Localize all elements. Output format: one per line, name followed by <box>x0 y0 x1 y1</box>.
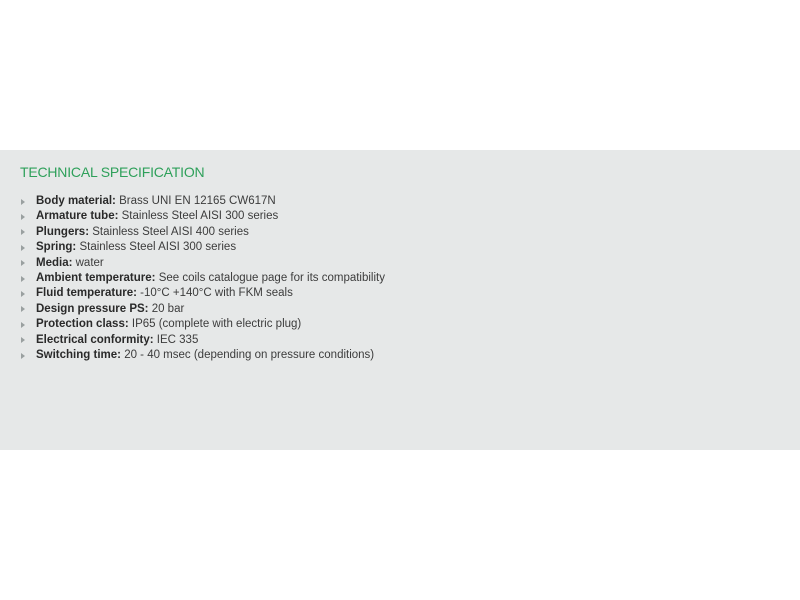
spec-label: Fluid temperature: <box>36 287 137 300</box>
specification-list <box>21 194 385 363</box>
spec-item-electrical-conformity <box>21 333 385 348</box>
spec-value: 20 bar <box>151 302 185 315</box>
spec-item-switching-time <box>21 348 385 363</box>
spec-value: Stainless Steel AISI 400 series <box>92 225 249 238</box>
spec-value: IP65 (complete with electric plug) <box>131 318 302 331</box>
spec-value: water <box>75 256 104 269</box>
spec-item-protection-class <box>21 317 385 332</box>
spec-label: Design pressure PS: <box>36 302 149 315</box>
triangle-bullet-icon <box>21 306 25 312</box>
spec-label: Ambient temperature: <box>36 271 156 284</box>
triangle-bullet-icon <box>21 199 25 205</box>
triangle-bullet-icon <box>21 245 25 251</box>
spec-value: 20 - 40 msec (depending on pressure conditions) <box>124 348 375 361</box>
spec-label: Protection class: <box>36 318 129 331</box>
triangle-bullet-icon <box>21 229 25 235</box>
spec-label: Armature tube: <box>36 210 119 223</box>
spec-value: -10°C +140°C with FKM seals <box>140 287 293 300</box>
spec-value: See coils catalogue page for its compatibility <box>158 271 385 284</box>
spec-value: Stainless Steel AISI 300 series <box>121 210 279 223</box>
triangle-bullet-icon <box>21 260 25 266</box>
spec-item-fluid-temperature <box>21 286 385 301</box>
technical-specification-panel <box>0 150 800 450</box>
spec-item-media <box>21 256 385 271</box>
triangle-bullet-icon <box>21 214 25 220</box>
spec-value: Brass UNI EN 12165 CW617N <box>119 195 276 207</box>
spec-item-ambient-temperature <box>21 271 385 286</box>
spec-label: Switching time: <box>36 348 121 361</box>
spec-item-spring <box>21 240 385 255</box>
triangle-bullet-icon <box>21 276 25 282</box>
spec-label: Body material: <box>36 195 116 207</box>
triangle-bullet-icon <box>21 337 25 343</box>
triangle-bullet-icon <box>21 322 25 328</box>
spec-item-design-pressure <box>21 302 385 317</box>
spec-value: IEC 335 <box>156 333 199 346</box>
spec-label: Electrical conformity: <box>36 333 154 346</box>
triangle-bullet-icon <box>21 353 25 359</box>
spec-label: Spring: <box>36 241 77 254</box>
spec-label: Media: <box>36 256 73 269</box>
triangle-bullet-icon <box>21 291 25 297</box>
spec-label: Plungers: <box>36 225 90 238</box>
spec-item-plungers <box>21 225 385 240</box>
section-title: TECHNICAL SPECIFICATION <box>20 164 205 180</box>
spec-value: Stainless Steel AISI 300 series <box>79 241 237 254</box>
spec-item-body-material <box>21 194 385 209</box>
spec-item-armature-tube <box>21 209 385 224</box>
